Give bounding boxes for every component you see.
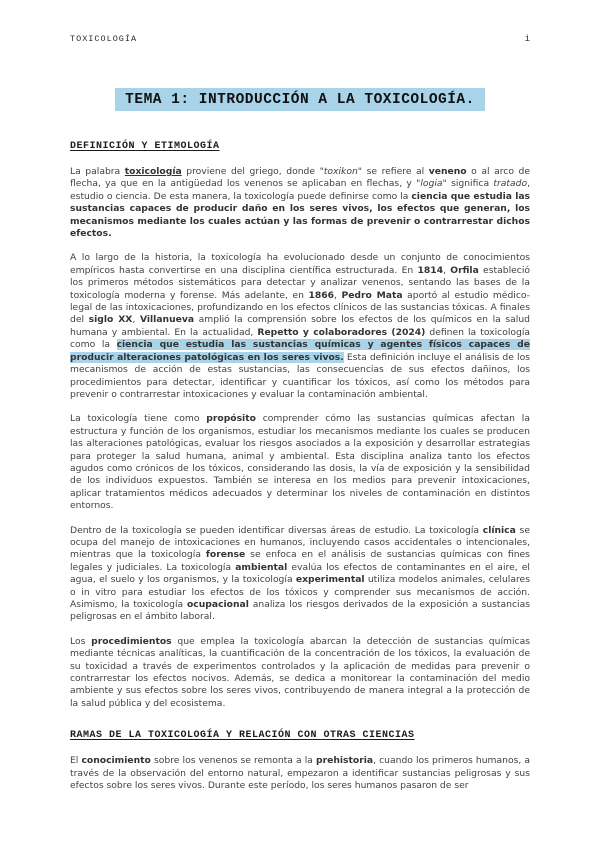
- paragraph-procedimientos: Los procedimientos que emplea la toxicología abarcan la detección de sustancias químicas mediante técnicas analíticas, la cuantificación de la concentración de los tóxicos, la evaluación de su toxicidad a través de experimentos controlados y la aplicación de medidas para prevenir o contrarrestar los efectos nocivos. Además, se dedica a monitorear la contaminación del medio ambiente y sus efectos sobre los seres vivos, contribuyendo de manera integral a la protección de la salud pública y del ecosistema.: [70, 635, 530, 709]
- page-number: i: [524, 34, 530, 44]
- document-title: TEMA 1: INTRODUCCIÓN A LA TOXICOLOGÍA.: [115, 88, 485, 111]
- paragraph-proposito: La toxicología tiene como propósito comprender cómo las sustancias químicas afectan la estructura y función de los organismos, estudiar los mecanismos mediante los cuales se producen las alteraciones patológicas, evaluar los riesgos asociados a la exposición y desarrollar estrategias para proteger la salud humana, animal y ambiental. Esta disciplina analiza tanto los efectos agudos como crónicos de los tóxicos, considerando las dosis, la vía de exposición y la sensibilidad de los individuos expuestos. También se interesa en los medios para prevenir intoxicaciones, aplicar tratamientos médicos adecuados y determinar los niveles de contaminación en distintos entornos.: [70, 413, 530, 512]
- paragraph-etimologia: La palabra toxicología proviene del griego, donde "toxikon" se refiere al veneno o al arco de flecha, ya que en la antigüedad los venenos se aplicaban en flechas, y "logia" significa tratado, estudio o ciencia. De esta manera, la toxicología puede definirse como la ciencia que estudia las sustancias capaces de producir daño en los seres vivos, los efectos que generan, los mecanismos mediante los cuales actúan y las formas de prevenir o contrarrestar dichos efectos.: [70, 166, 531, 240]
- title-wrap: [70, 88, 530, 111]
- paragraph-historia: A lo largo de la historia, la toxicología ha evolucionado desde un conjunto de conocimientos empíricos hasta convertirse en una disciplina científica estructurada. En 1814, Orfila estableció los primeros métodos sistemáticos para detectar y analizar venenos, sentando las bases de la toxicología moderna y forense. Más adelante, en 1866, Pedro Mata aportó al estudio médico-legal de las intoxicaciones, profundizando en los efectos clínicos de las sustancias tóxicas. A finales del siglo XX, Villanueva amplió la comprensión sobre los efectos de los químicos en la salud humana y ambiental. En la actualidad, Repetto y colaboradores (2024) definen la toxicología como la ciencia que estudia las sustancias químicas y agentes físicos capaces de producir alteraciones patológicas en los seres vivos. Esta definición incluye el análisis de los mecanismos de acción de estas sustancias, las consecuencias de sus efectos dañinos, los procedimientos para detectar, identificar y cuantificar los tóxicos, así como los métodos para prevenir o contrarrestar intoxicaciones y evaluar la contaminación ambiental.: [70, 252, 531, 400]
- section-heading-definicion-y-etimologia: DEFINICIÓN Y ETIMOLOGÍA: [70, 141, 220, 152]
- section-definicion: [70, 141, 530, 710]
- page-header: [70, 34, 530, 44]
- section-ramas: [70, 730, 530, 792]
- section-heading-ramas-y-relacion: RAMAS DE LA TOXICOLOGÍA Y RELACIÓN CON OTRAS CIENCIAS: [70, 730, 415, 742]
- paragraph-prehistoria: El conocimiento sobre los venenos se remonta a la prehistoria, cuando los primeros humanos, a través de la observación del entorno natural, empezaron a identificar sustancias peligrosas y sus efectos sobre los seres vivos. Durante este período, los seres humanos pasaron de ser: [70, 755, 530, 792]
- paragraph-areas-de-estudio: Dentro de la toxicología se pueden identificar diversas áreas de estudio. La toxicología clínica se ocupa del manejo de intoxicaciones en humanos, incluyendo casos accidentales o intencionales, mientras que la toxicología forense se enfoca en el análisis de sustancias químicas con fines legales y judiciales. La toxicología ambiental evalúa los efectos de contaminantes en el aire, el agua, el suelo y los organismos, y la toxicología experimental utiliza modelos animales, celulares o in vitro para estudiar los efectos de los tóxicos y comprender sus mecanismos de acción. Asimismo, la toxicología ocupacional analiza los riesgos derivados de la exposición a sustancias peligrosas en el ámbito laboral.: [70, 524, 530, 623]
- header-title: TOXICOLOGÍA: [70, 34, 138, 44]
